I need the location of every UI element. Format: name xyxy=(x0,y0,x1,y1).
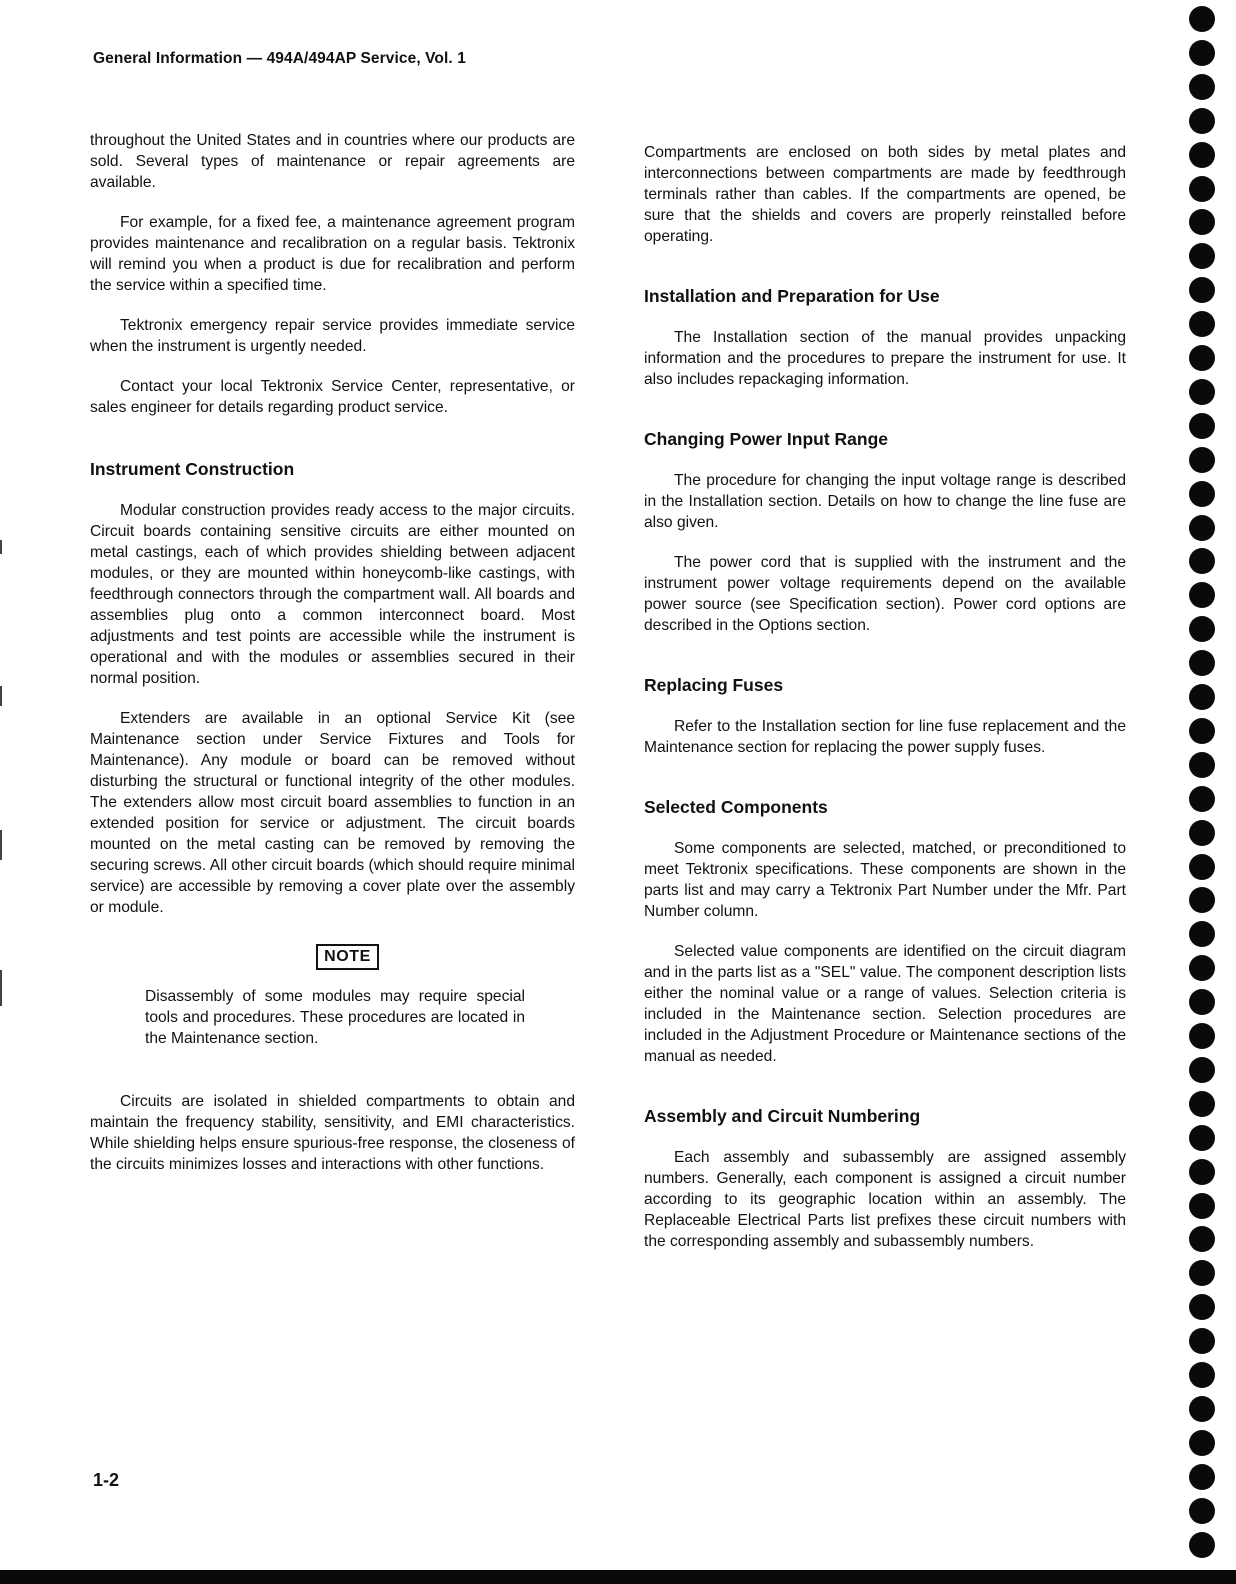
binder-hole xyxy=(1189,1260,1215,1286)
binder-hole xyxy=(1189,209,1215,235)
section-heading-selected-components: Selected Components xyxy=(644,797,828,817)
binder-hole xyxy=(1189,1023,1215,1049)
paragraph: The procedure for changing the input voltage range is described in the Installation section. Details on how to change the line fuse are also given. xyxy=(644,472,1126,531)
binder-hole xyxy=(1189,1362,1215,1388)
binder-hole xyxy=(1189,142,1215,168)
binder-hole xyxy=(1189,820,1215,846)
paragraph: Each assembly and subassembly are assigned assembly numbers. Generally, each component is assigned a circuit number according to its geographic location within an assembly. The Replaceable Electrical Parts list prefixes these circuit numbers with the corresponding assembly and subassembly numbers. xyxy=(644,1149,1126,1250)
binder-hole xyxy=(1189,1498,1215,1524)
section-heading-instrument-construction: Instrument Construction xyxy=(90,459,295,479)
paragraph: The Installation section of the manual provides unpacking information and the procedures to prepare the instrument for use. It also includes repackaging information. xyxy=(644,329,1126,388)
binder-hole xyxy=(1189,413,1215,439)
binder-hole xyxy=(1189,854,1215,880)
binder-hole xyxy=(1189,1193,1215,1219)
binder-hole xyxy=(1189,311,1215,337)
page-number: 1-2 xyxy=(93,1470,120,1490)
paragraph: Modular construction provides ready access to the major circuits. Circuit boards containing sensitive circuits are either mounted on metal castings, each of which provides shielding between adjacent modules, or they are mounted within honeycomb-like castings, with feedthrough connectors through the compartment wall. All boards and assemblies plug onto a common interconnect board. Most adjustments and test points are accessible while the instrument is operational and with the modules or assemblies secured in their normal position. xyxy=(90,502,575,687)
binder-hole xyxy=(1189,1294,1215,1320)
binder-hole xyxy=(1189,1091,1215,1117)
edge-mark xyxy=(0,686,2,706)
binder-hole xyxy=(1189,481,1215,507)
binder-hole xyxy=(1189,921,1215,947)
binder-hole xyxy=(1189,1328,1215,1354)
binder-hole xyxy=(1189,887,1215,913)
left-column xyxy=(90,130,575,1194)
paragraph: Compartments are enclosed on both sides by metal plates and interconnections between compartments are made by feedthrough terminals rather than cables. If the compartments are opened, be sure that the shields and covers are properly reinstalled before operating. xyxy=(644,144,1126,245)
note-label-wrapper xyxy=(90,944,575,970)
binder-hole xyxy=(1189,718,1215,744)
binder-hole xyxy=(1189,684,1215,710)
section-heading-assembly-numbering: Assembly and Circuit Numbering xyxy=(644,1106,921,1126)
section-heading-installation: Installation and Preparation for Use xyxy=(644,286,940,306)
paragraph: For example, for a fixed fee, a maintenance agreement program provides maintenance and recalibration on a regular basis. Tektronix will remind you when a product is due for recalibration and perform the service within a specified time. xyxy=(90,214,575,294)
binder-hole xyxy=(1189,1159,1215,1185)
binder-hole xyxy=(1189,1430,1215,1456)
edge-mark xyxy=(0,540,2,554)
section-heading-power-input: Changing Power Input Range xyxy=(644,429,889,449)
binder-hole xyxy=(1189,243,1215,269)
binder-hole xyxy=(1189,176,1215,202)
paragraph: Tektronix emergency repair service provides immediate service when the instrument is urgently needed. xyxy=(90,317,575,355)
binder-hole xyxy=(1189,1396,1215,1422)
binder-hole xyxy=(1189,277,1215,303)
binder-hole xyxy=(1189,74,1215,100)
page-header: General Information — 494A/494AP Service, Vol. 1 xyxy=(93,50,466,67)
paragraph: Some components are selected, matched, or preconditioned to meet Tektronix specifications. These components are shown in the parts list and may carry a Tektronix Part Number under the Mfr. Part Number column. xyxy=(644,840,1126,920)
binder-hole xyxy=(1189,582,1215,608)
binder-hole xyxy=(1189,786,1215,812)
binder-hole xyxy=(1189,1125,1215,1151)
paragraph: Selected value components are identified on the circuit diagram and in the parts list as a "SEL" value. The component description lists either the nominal value or a range of values. Selection criteria is included in the Maintenance section. Selection procedures are included in the Adjustment Procedure or Maintenance sections of the manual as needed. xyxy=(644,943,1126,1065)
note-text: Disassembly of some modules may require special tools and procedures. These procedures are located in the Maintenance section. xyxy=(145,988,525,1047)
section-heading-replacing-fuses: Replacing Fuses xyxy=(644,675,784,695)
binder-hole xyxy=(1189,1226,1215,1252)
note-label: NOTE xyxy=(316,944,379,970)
edge-mark xyxy=(0,970,2,1006)
binder-hole xyxy=(1189,447,1215,473)
binder-hole xyxy=(1189,345,1215,371)
binder-hole xyxy=(1189,379,1215,405)
binder-hole-strip xyxy=(1182,2,1222,1552)
binder-hole xyxy=(1189,989,1215,1015)
binder-hole xyxy=(1189,515,1215,541)
binder-hole xyxy=(1189,548,1215,574)
paragraph: Contact your local Tektronix Service Center, representative, or sales engineer for details regarding product service. xyxy=(90,378,575,416)
binder-hole xyxy=(1189,616,1215,642)
right-column xyxy=(644,142,1126,1271)
paragraph: throughout the United States and in countries where our products are sold. Several types of maintenance or repair agreements are available. xyxy=(90,132,575,191)
binder-hole xyxy=(1189,1464,1215,1490)
paragraph: The power cord that is supplied with the instrument and the instrument power voltage requirements depend on the available power source (see Specification section). Power cord options are described in the Options section. xyxy=(644,554,1126,634)
paragraph: Circuits are isolated in shielded compartments to obtain and maintain the frequency stability, sensitivity, and EMI characteristics. While shielding helps ensure spurious-free response, the closeness of the circuits minimizes losses and interactions with other functions. xyxy=(90,1093,575,1173)
binder-hole xyxy=(1189,108,1215,134)
binder-hole xyxy=(1189,1057,1215,1083)
binder-hole xyxy=(1189,955,1215,981)
binder-hole xyxy=(1189,650,1215,676)
binder-hole xyxy=(1189,752,1215,778)
binder-hole xyxy=(1189,6,1215,32)
edge-mark xyxy=(0,830,2,860)
paragraph: Refer to the Installation section for line fuse replacement and the Maintenance section for replacing the power supply fuses. xyxy=(644,718,1126,756)
binder-hole xyxy=(1189,1532,1215,1558)
scan-bottom-edge xyxy=(0,1570,1236,1584)
binder-hole xyxy=(1189,40,1215,66)
paragraph: Extenders are available in an optional Service Kit (see Maintenance section under Service Fixtures and Tools for Maintenance). Any module or board can be removed without disturbing the structural or functional integrity of the other modules. The extenders allow most circuit board assemblies to function in an extended position for service or adjustment. The circuit boards mounted on the metal casting can be removed by removing the securing screws. All other circuit boards (which should require minimal service) are accessible by removing a cover plate over the assembly or module. xyxy=(90,710,575,916)
